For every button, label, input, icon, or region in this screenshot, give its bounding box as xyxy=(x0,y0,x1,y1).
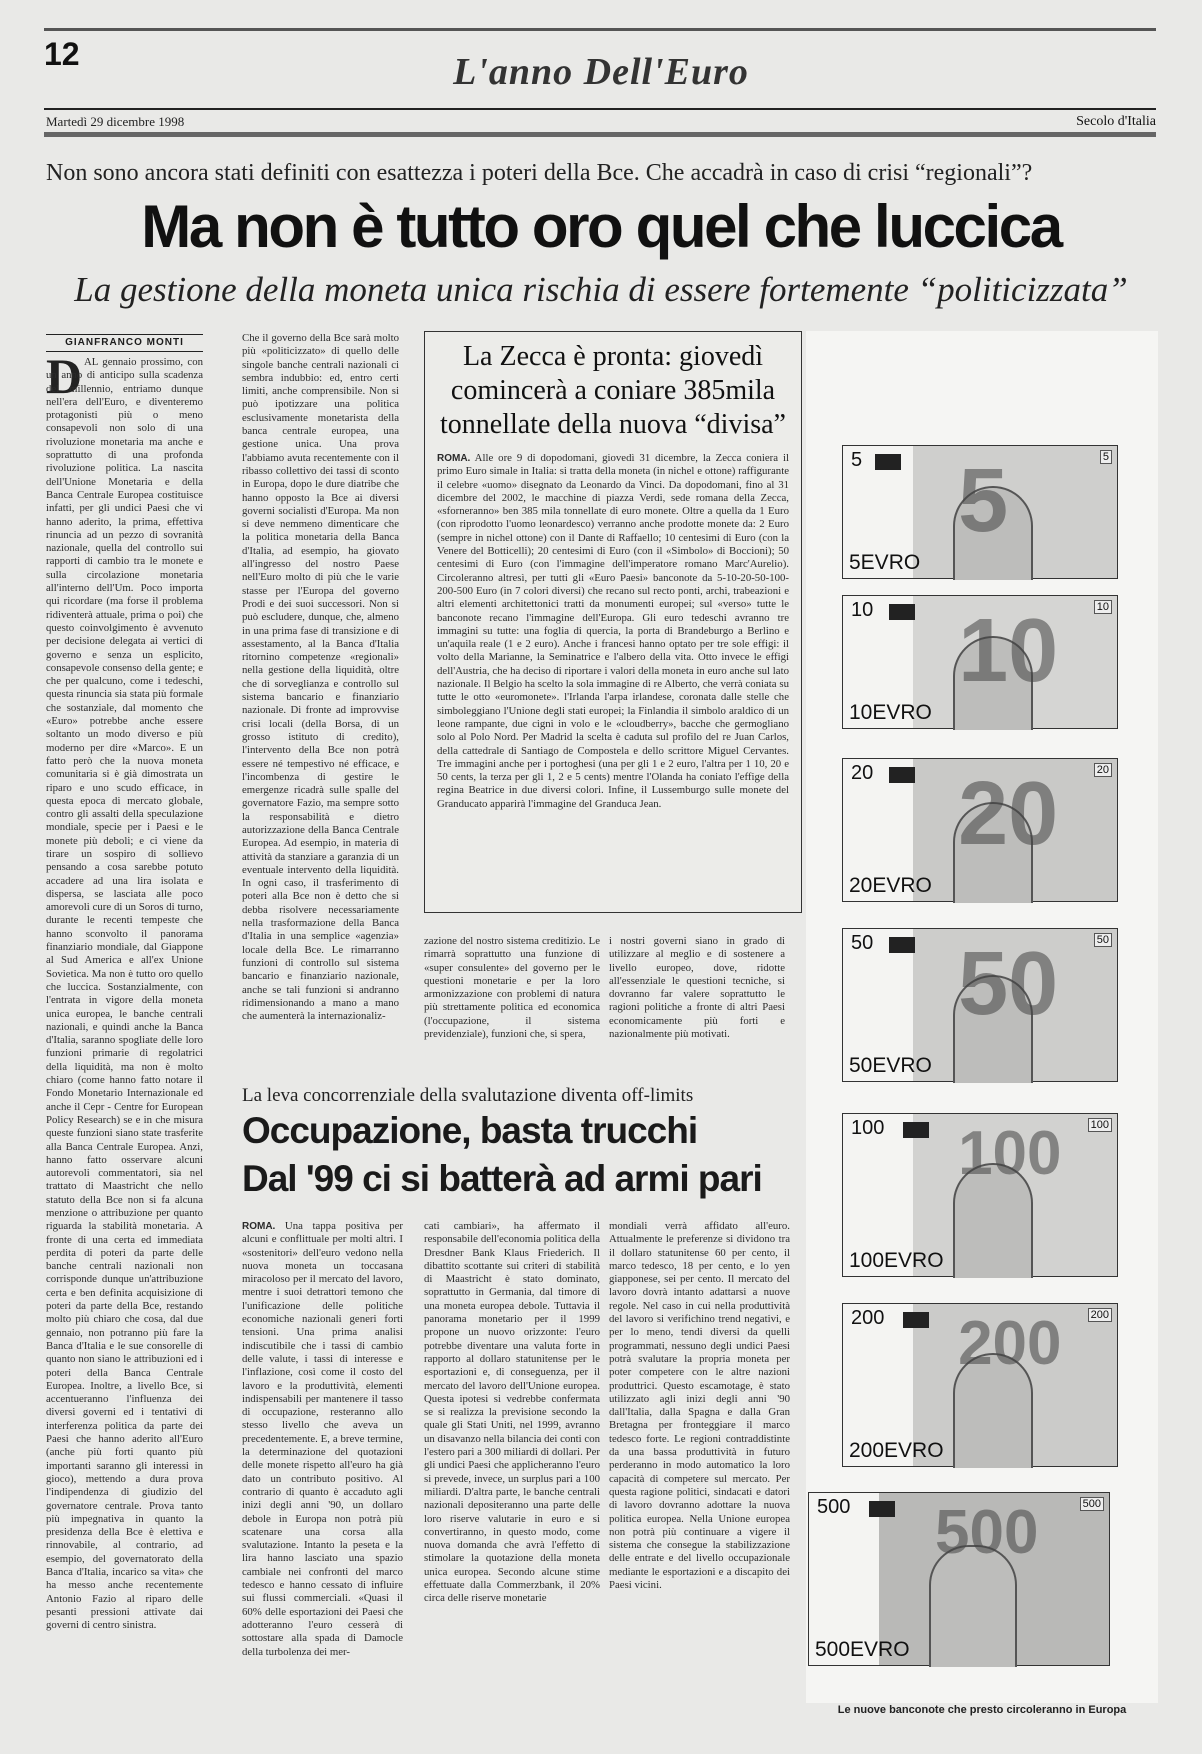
zecca-body xyxy=(437,452,789,912)
banknote-value-corner: 20 xyxy=(1094,763,1112,777)
second-col2 xyxy=(424,1220,600,1696)
banknote-value-corner: 5 xyxy=(1100,450,1112,464)
banknote-value-bottom: 100EVRO xyxy=(849,1249,944,1272)
banknote-500 xyxy=(808,1492,1110,1666)
banknote-large-numeral: 200 xyxy=(958,1309,1062,1378)
banknote-value-bottom: 10EVRO xyxy=(849,701,932,724)
eu-flag-icon xyxy=(875,454,901,470)
banknote-large-numeral: 50 xyxy=(958,934,1059,1034)
second-headline-1: Occupazione, basta trucchi xyxy=(242,1110,698,1151)
byline: GIANFRANCO MONTI xyxy=(65,337,184,348)
main-col2-text: Che il governo della Bce sarà molto più «politicizzato» di quello delle singole banche centrali nazionali ci sembra indubbio: ed, entro certi limiti, anche comprensibile. Non si può ipotizzare una politica esclusivamente monetarista della banca centrale europea, una gestione unica. Una prova l'abbiamo avuta recentemente con il ribasso collettivo dei tassi di sconto in Europa, dopo le dure diatribe che hanno opposto la Bce ai diversi governi socialisti d'Europa. Ma non si deve nemmeno dimenticare che la politica monetaria della Banca d'Italia, ad esempio, ha giovato all'ingresso del nostro Paese nell'Euro molto di più che le varie stasse per l'Europa del governo Prodi e dei suoi successori. Non si può escludere, dunque, che, almeno in una prima fase di transizione e di assestamento, al la Banca d'Italia ritornino competenze «regionali» nella gestione della liquidità, oltre che di sorveglianza e controllo sul sistema bancario e finanziario nazionale. Di fronte ad improvvise crisi locali (della Borsa, di un grosso istituto di credito), l'intervento della Bce non potrà essere né tempestivo né efficace, e l'incombenza di gestire le emergenze ricadrà sulle spalle del governatore Fazio, ma sempre sotto la responsabilità e dietro autorizzazione della Banca Centrale Europea. Ad esempio, in materia di attività da stanziare a garanzia di un eventuale intervento della liquidità. In ogni caso, il trasferimento di poteri alla Bce non è detto che si debba risolvere necessariamente nella trasformazione della Banca d'Italia in una semplice «agenzia» locale della Bce. Le rimarranno funzioni di controllo sul sistema bancario e finanziario nazionale, anche se tali funzioni si andranno ridimensionando a mano a mano che aumenterà la internazionaliz- xyxy=(242,332,399,1023)
issue-date: Martedì 29 dicembre 1998 xyxy=(46,114,185,129)
main-article-col2 xyxy=(242,332,399,1064)
banknote-large-numeral: 20 xyxy=(958,764,1059,864)
banknote-large-numeral: 10 xyxy=(958,601,1059,701)
zecca-headline: La Zecca è pronta: giovedì comincerà a coniare 385mila tonnellate della nuova “divisa” xyxy=(440,341,786,440)
eu-flag-icon xyxy=(903,1312,929,1328)
main-article-col1 xyxy=(46,356,203,1632)
banknote-value-bottom: 50EVRO xyxy=(849,1054,932,1077)
banknote-5 xyxy=(842,445,1118,579)
banknote-value-top: 200 xyxy=(851,1307,885,1329)
zecca-body-text: Alle ore 9 di dopodomani, giovedì 31 dicembre, la Zecca coniera il primo Euro simale in Italia: si tratta della moneta (in nichel e ottone) raffigurante il celebre «uomo» disegnato da Leonardo da Vinci. Da dopodomani, fino al 31 dicembre del 2002, le macchine di piazza Verdi, sede romana della Zecca, «sforneranno» ben 385 mila tonnellate di euro monete. Oltre a quella da 1 Euro (con riprodotto l'uomo leonardesco) verranno anche prodotte monete da: 2 Euro (sempre in nichel ottone) con il Dante di Raffaello; 10 centesimi di Euro (con la Venere del Botticelli); 20 centesimi di Euro (con il «Simbolo» di Boccioni); 50 centesimi di Euro (con l'immagine dell'imperatore romano Marc'Aurelio). Circoleranno altresì, per tutti gli «Euro Paesi» banconote da 5-10-20-50-100-200-500 Euro (in 7 colori diversi) che recano sul recto ponti, archi, trabeazioni e altri elementi architettonici tratti da monumenti europei; sul «verso» tutte le banconote recano l'immagine dell'Europa. Gli euro tedeschi avranno tre immagini su tutte: una foglia di quercia, la porta di Brandeburgo a Berlino e un'aquila reale (1 e 2 euro). Anche i francesi hanno optato per tre sole effigi: il volto della Marianne, la Seminatrice e l'albero della vita. Otto invece le effigi dell'Austria, che ha deciso di riportare i valori della moneta in euro anche sul lato nazionale. Il Belgio ha scelto la sola immagine di re Alberto, che verrà coniata su tutte le otto «euromonete». l'Irlanda l'arpa irlandese, coronata dalle stelle che simboleggiano l'Unione degli stati europei; la Finlandia il simbolo araldico di un leone rampante, due cigni in volo e le «cloudberry», bacche che germogliano solo al Polo Nord. Per Madrid la scelta è caduta sul profilo del re Juan Carlos, della cattedrale di Santiago de Compostela e dello scrittore Miguel Cervantes. Tre immagini anche per i portoghesi (una per gli 1 e 2 euro, l'altra per 1 10, 20 e 50 cents, la terza per gli 1, 2 e 5 cents) mentre l'Olanda ha coniato l'effige della regina Beatrice in due diversi colori. Infine, il Lussemburgo sulle monete del Granducato apparirà l'immagine del Granduca Jean. xyxy=(437,452,789,810)
banknote-100 xyxy=(842,1113,1118,1277)
banknote-value-corner: 500 xyxy=(1080,1497,1104,1511)
banknote-large-numeral: 5 xyxy=(958,451,1009,551)
second-col1-text: Una tappa positiva per alcuni e conflittuale per molti altri. I «sostenitori» dell'euro vedono nella nuova moneta un toccasana miracoloso per il mercato del lavoro, mentre i suoi detrattori temono che l'unificazione delle politiche economiche nazionali generi forti tensioni. Una prima analisi indiscutibile che i tassi di cambio delle valute, i tassi di interesse e l'inflazione, così come il costo del lavoro e la produttività, elementi indispensabili per mantenere il tasso di occupazione, resteranno allo stesso livello che aveva un precedentemente. E, a breve termine, la determinazione del quotazioni delle monete rispetto all'euro ha già dato un contributo positivo. Al contrario di quanto è accaduto agli inizi degli anni '90, un dollaro debole in Europa non potrà più scatenare una corsa alla svalutazione. Intanto la peseta e la lira hanno lasciato una spazio cambiale nei confronti del marco tedesco e hanno cessato di influire sui flussi commerciali. «Quasi il 60% delle esportazioni dei Paesi che adotteranno l'euro cesserà di sottostare alla spada di Damocle della turbolenza dei mer- xyxy=(242,1220,403,1658)
banknote-value-top: 5 xyxy=(851,449,863,471)
second-dateline: ROMA. xyxy=(242,1221,276,1232)
main-article-col4 xyxy=(609,935,785,1065)
banknote-value-top: 50 xyxy=(851,932,874,954)
banknote-value-bottom: 500EVRO xyxy=(815,1638,910,1661)
second-col3 xyxy=(609,1220,790,1690)
main-col3-text: zazione del nostro sistema creditizio. Le rimarrà soprattutto una funzione di «super consulente» del governo per le questioni monetarie e per la loro armonizzazione con problemi di natura più strettamente politica ed economica (l'occupazione, il sistema previdenziale), funzioni che, si spera, xyxy=(424,935,600,1041)
banknote-200 xyxy=(842,1303,1118,1467)
second-col1 xyxy=(242,1220,403,1682)
banknote-value-corner: 10 xyxy=(1094,600,1112,614)
second-col2-text: cati cambiari», ha affermato il responsabile dell'economia politica della Dresdner Bank Klaus Friederich. Il dibattito scottante sui criteri di stabilità di Maastricht è stato dominato, soprattutto in Germania, dal timore di una moneta europea debole. Tuttavia il panorama monetario per il 1999 propone un nuovo orizzonte: l'euro potrebbe diventare una valuta forte in rapporto al dollaro statunitense per le esportazioni e, di conseguenza, per il mercato del lavoro dell'Unione europea. Questa ipotesi si vedrebbe confermata se si realizza la previsione secondo la quale gli Stati Uniti, nel 1999, avranno un disavanzo nella bilancia dei conti con l'estero pari a 300 miliardi di dollari. Per gli undici Paesi che applicheranno l'euro si prevede, invece, un surplus pari a 100 miliardi. D'altra parte, le banche centrali nazionali depositeranno una parte delle loro riserve valutarie in euro e si convertiranno, in questo modo, come nuova domanda che avrà l'effetto di stimolare la quotazione della moneta unica europea. Secondo alcune stime effettuate dalla Commerzbank, il 20% circa delle riserve monetarie xyxy=(424,1220,600,1605)
banknote-value-bottom: 5EVRO xyxy=(849,551,921,574)
banknote-value-corner: 200 xyxy=(1088,1308,1112,1322)
eu-flag-icon xyxy=(903,1122,929,1138)
eu-flag-icon xyxy=(889,937,915,953)
eu-flag-icon xyxy=(889,767,915,783)
second-col3-text: mondiali verrà affidato all'euro. Attualmente le preferenze si dividono tra il dollaro statunitense 60 per cento, il marco tedesco, 18 per cento, e lo yen giapponese, sei per cento. Il mercato del lavoro dovrà intanto adattarsi a nuove regole. Nel caso in cui nella produttività del lavoro si verifichino trend negativi, e per lo meno, tendi diversi da quelli programmati, nessuno degli undici Paesi potrà svalutare la propria moneta per poter competere con le altre nazioni produttrici. Questo escamotage, è stato utilizzato agli inizi degli anni '90 dall'Italia, dalla Spagna e dalla Gran Bretagna per fronteggiare il marco tedesco forte. Le regioni contraddistinte da una bassa produttività in futuro perderanno in modo automatico la loro capacità di competere sul mercato. Per questa ragione politici, sindacati e datori di lavoro dovranno adottare la nuova politica europea. Nella Unione europea non potrà più continuare a vigere il sistema che consegue la stabilizzazione delle entrate e del livello occupazionale mediante le esportazioni e a discapito dei Paesi vicini. xyxy=(609,1220,790,1592)
newspaper-name: Secolo d'Italia xyxy=(1076,114,1156,129)
main-kicker: Non sono ancora stati definiti con esattezza i poteri della Bce. Che accadrà in caso di crisi “regionali”? xyxy=(46,160,1033,186)
banknote-10 xyxy=(842,595,1118,729)
banknote-large-numeral: 500 xyxy=(935,1498,1039,1567)
main-subhead: La gestione della moneta unica rischia di essere fortemente “politicizzata” xyxy=(74,270,1128,309)
second-kicker: La leva concorrenziale della svalutazione diventa off-limits xyxy=(242,1085,694,1106)
banknote-value-top: 100 xyxy=(851,1117,885,1139)
section-title xyxy=(0,50,1202,94)
eu-flag-icon xyxy=(869,1501,895,1517)
dropcap: D xyxy=(46,348,83,404)
banknote-large-numeral: 100 xyxy=(958,1119,1062,1188)
eu-flag-icon xyxy=(889,604,915,620)
zecca-box xyxy=(424,331,802,913)
second-headline-2: Dal '99 ci si batterà ad armi pari xyxy=(242,1158,762,1199)
zecca-dateline: ROMA. xyxy=(437,453,471,464)
banknote-value-bottom: 20EVRO xyxy=(849,874,932,897)
banknote-value-corner: 100 xyxy=(1088,1118,1112,1132)
banknote-value-top: 20 xyxy=(851,762,874,784)
banknote-value-top: 10 xyxy=(851,599,874,621)
banknote-caption: Le nuove banconote che presto circoleranno in Europa xyxy=(837,1704,1127,1716)
main-headline: Ma non è tutto oro quel che luccica xyxy=(141,193,1061,260)
section-title-text: L'anno Dell'Euro xyxy=(453,51,749,93)
main-col1-text: AL gennaio prossimo, con un anno di anticipo sulla scadenza del millennio, entriamo dunque nell'era dell'Euro, e diventeremo protagonisti più o meno consapevoli non solo di una rivoluzione monetaria ma anche e soprattutto di una profonda rivoluzione politica. La nascita dell'Unione Monetaria e della Banca Centrale Europea costituisce infatti, per gli undici Paesi che vi hanno aderito, la prima, effettiva rinuncia ad un pezzo di sovranità nazionale, quella del controllo sui rapporti di cambio tra le monete e sulla circolazione monetaria all'interno dell'Um. Poco importa qui ricordare (ma forse il problema ridiventerà attuale, prima o poi) che questo coinvolgimento è avvenuto per decisione delegata ai vertici di governo e senza un esplicito, consapevole consenso della gente; e che per qualcuno, come i tedeschi, questa rinuncia sia stata più formale che sostanziale, dal momento che «Euro» potrebbe anche essere soltanto un modo diverso e più moderno per dire «Marco». E un fatto però che la nuova moneta comunitaria si è già dimostrata un riparo e uno scudo efficace, in questa epoca di mercato globale, contro gli assalti della speculazione mondiale, specie per i Paesi e le monete più deboli; e ci viene da tirare un sospiro di sollievo pensando a cosa sarebbe potuto accadere ad una lira isolata e dispersa, se lasciata alle poco amorevoli cure di un Soros di turno, durante le recenti tempeste che hanno sconvolto il panorama finanziario mondiale, dal Giappone al Sud America e all'ex Unione Sovietica. Ma non è tutto oro quello che luccica. Sostanzialmente, con l'entrata in vigore della moneta unica europea, le banche centrali nazionali, e quindi anche la Banca d'Italia, saranno spogliate delle loro funzioni primarie di regolatrici della liquidità, ma non è molto chiaro (come hanno fatto notare il Fondo Monetario Internazionale ed anche il Cepr - Centre for European Policy Research) se e in che misura queste funzioni siano state trasferite alla Banca Centrale Europea. Anzi, hanno fatto osservare alcuni autorevoli commentatori, sia nel trattato di Maastricht che nello statuto della Bce non si fa alcuna menzione o attribuzione per quanto riguarda la stabilità monetaria. A fronte di una certa ed immediata perdita di poteri da parte delle banche centrali nazionali non corrisponde dunque un'attribuzione certa e ben definita acquisizione di poteri da parte della Bce, restando molto più chiaro che cosa, dal due gennaio, non potranno più fare la Banca d'Italia e le sue consorelle di quanto non siano le attribuzioni ed i poteri della Banca Centrale Europea. Inoltre, a livello Bce, si accentueranno l'influenza dei diversi governi ed i tentativi di interferenza politica da parte dei Paesi che hanno aderito all'Euro (anche più forti quanto più importanti saranno gli interessi in gioco), mettendo a dura prova l'indipendenza di giudizio del governatore centrale. Prova tanto più impegnativa in quanto la presidenza della Bce è elettiva e rinnovabile, al contrario, ad esempio, del governatorato della Banca d'Italia, incarico sa vita» che ha messo anche recentemente Antonio Fazio al riparo delle pesanti pressioni attivate dai governi di centro sinistra. xyxy=(46,356,203,1632)
banknote-value-corner: 50 xyxy=(1094,933,1112,947)
banknote-value-bottom: 200EVRO xyxy=(849,1439,944,1462)
page-number: 12 xyxy=(44,36,80,72)
banknote-20 xyxy=(842,758,1118,902)
banknote-50 xyxy=(842,928,1118,1082)
main-article-col3 xyxy=(424,935,600,1065)
banknote-value-top: 500 xyxy=(817,1496,851,1518)
main-col4-text: i nostri governi siano in grado di utilizzare al meglio e di sostenere a livello europeo, dove, ridotte all'essenziale le questioni tecniche, si dovranno far valere soprattutto le ragioni politiche a fronte di altri Paesi economicamente più forti e nazionalmente più motivati. xyxy=(609,935,785,1041)
